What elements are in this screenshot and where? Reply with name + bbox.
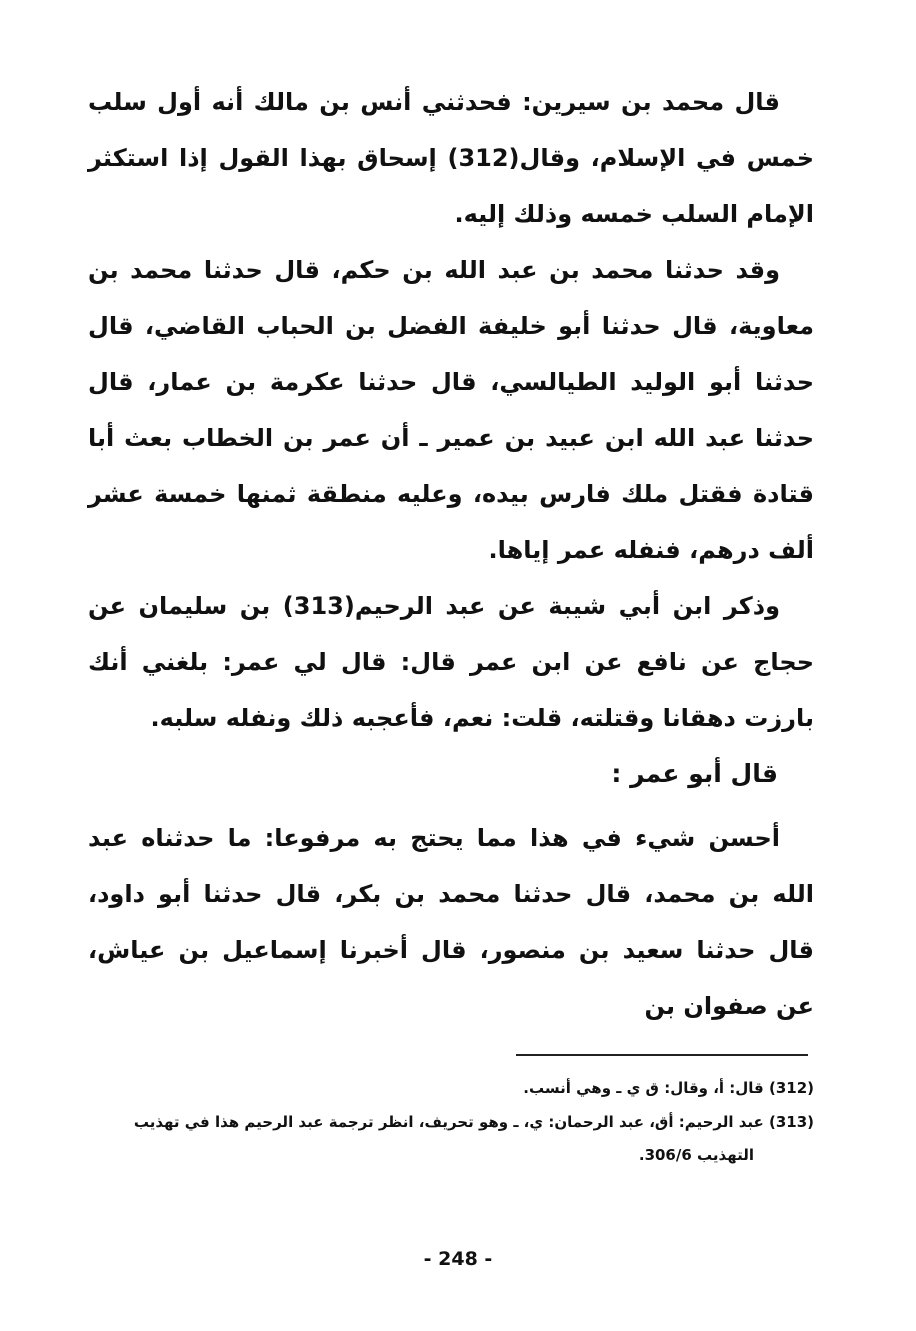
- footnote-313: [88, 1106, 814, 1172]
- footnote-313-continuation: التهذيب 306/6.: [638, 1146, 754, 1164]
- paragraph-1: قال محمد بن سيرين: فحدثني أنس بن مالك أنه أول سلب خمس في الإسلام، وقال(312) إسحاق بهذا القول إذا استكثر الإمام السلب خمسه وذلك إليه.: [88, 88, 814, 228]
- paragraph-4: أحسن شيء في هذا مما يحتج به مرفوعا: ما حدثناه عبد الله بن محمد، قال حدثنا محمد بن بكر، قال حدثنا أبو داود، قال حدثنا سعيد بن منصور، قال أخبرنا إسماعيل بن عياش، عن صفوان بن: [88, 824, 814, 1020]
- paragraph-2: وقد حدثنا محمد بن عبد الله بن حكم، قال حدثنا محمد بن معاوية، قال حدثنا أبو خليفة الفضل بن الحباب القاضي، قال حدثنا أبو الوليد الطيالسي، قال حدثنا عكرمة بن عمار، قال حدثنا عبد الله ابن عبيد بن عمير ـ أن عمر بن الخطاب بعث أبا قتادة فقتل ملك فارس بيده، وعليه منطقة ثمنها خمسة عشر ألف درهم، فنفله عمر إياها.: [88, 256, 814, 564]
- footnote-divider: [516, 1054, 808, 1056]
- footnote-312: (312) قال: أ، وقال: ق ي ـ وهي أنسب.: [523, 1079, 814, 1097]
- page-number: - 248 -: [423, 1248, 493, 1270]
- section-heading: قال أبو عمر :: [611, 759, 778, 788]
- footnote-313-text: (313) عبد الرحيم: أق، عبد الرحمان: ي، ـ وهو تحريف، انظر ترجمة عبد الرحيم هذا في تهذيب: [133, 1113, 814, 1131]
- paragraph-3: وذكر ابن أبي شيبة عن عبد الرحيم(313) بن سليمان عن حجاج عن نافع عن ابن عمر قال: قال لي عمر: بلغني أنك بارزت دهقانا وقتلته، قلت: نعم، فأعجبه ذلك ونفله سلبه.: [88, 592, 814, 732]
